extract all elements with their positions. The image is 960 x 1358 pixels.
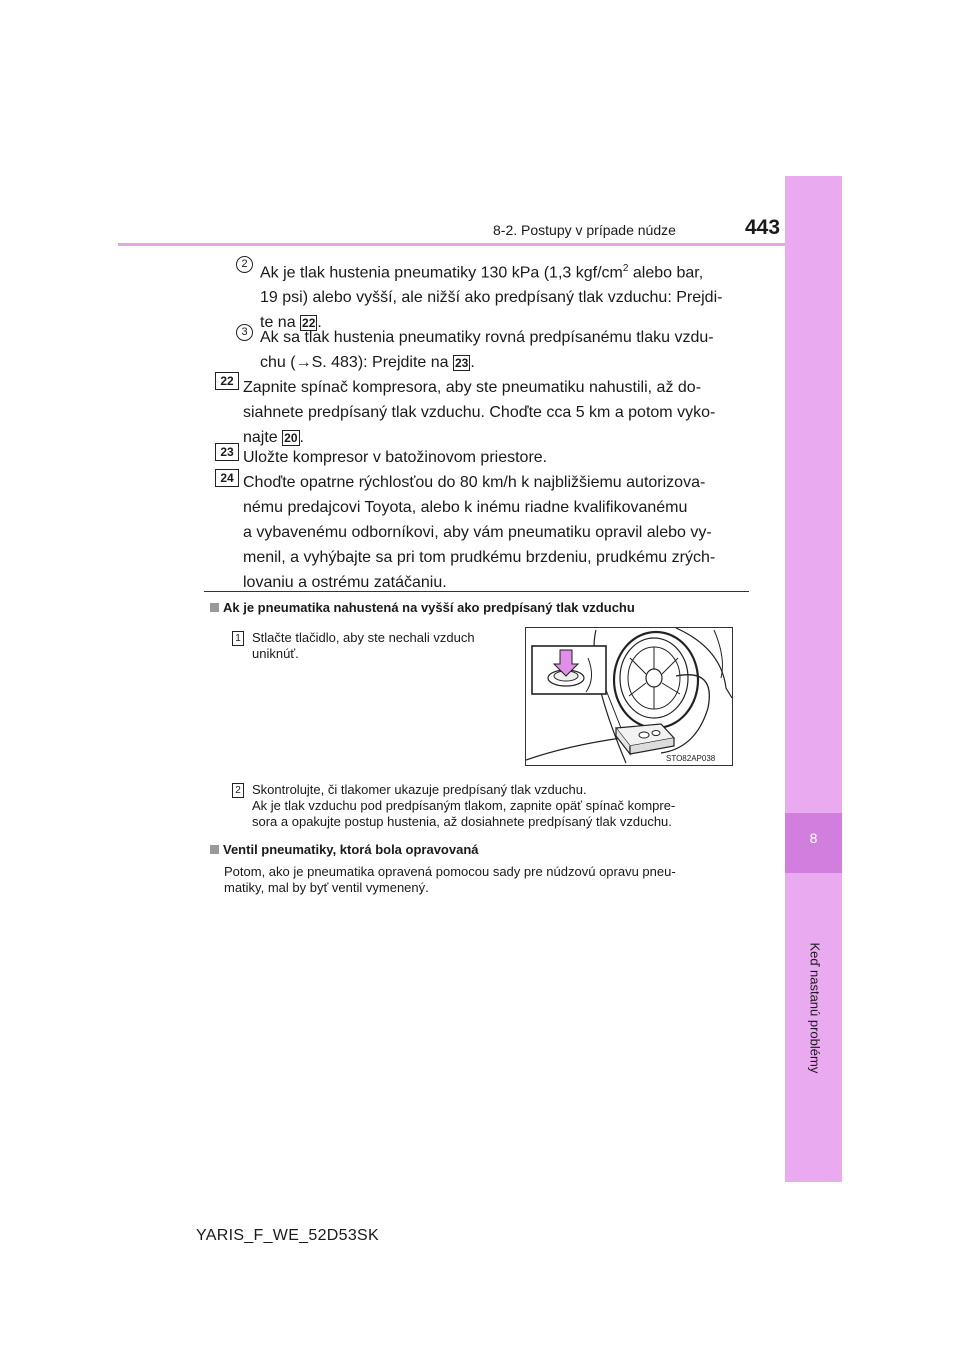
section-heading-over-inflated: Ak je pneumatika nahustená na vyšší ako predpísaný tlak vzduchu [210, 600, 635, 615]
step-reference: 22 [302, 316, 316, 331]
section-divider [204, 591, 749, 592]
step-marker-2: 2 [236, 254, 253, 273]
substep-marker-2: 2 [232, 783, 244, 798]
document-code: YARIS_F_WE_52D53SK [196, 1227, 379, 1244]
valve-text: Potom, ako je pneumatika opravená pomocou sady pre núdzovú opravu pneu- matiky, mal by byť ventil vymenený. [224, 864, 676, 895]
step-marker-24: 24 [215, 469, 239, 487]
substep-2-text: Skontrolujte, či tlakomer ukazuje predpísaný tlak vzduchu. Ak je tlak vzduchu pod predpísaným tlakom, zapnite opäť spínač kompre- sora a opakujte postup hustenia, až dosiahnete predpísaný tlak vzduchu. [252, 782, 676, 829]
chapter-number: 8 [809, 830, 818, 846]
step-23-text: Uložte kompresor v batožinovom priestore. [243, 449, 548, 466]
chapter-title: Keď nastanú problémy [807, 942, 823, 1074]
step-22-text: Zapnite spínač kompresora, aby ste pneumatiku nahustili, až do- siahnete predpísaný tlak vzduchu. Choďte cca 5 km a potom vyko- najte 20 . [243, 379, 716, 446]
step-reference: 20 [284, 431, 298, 445]
step-marker-22: 22 [215, 372, 239, 390]
step-marker-23: 23 [215, 443, 239, 461]
compressor-illustration [525, 627, 733, 766]
substep-marker-1: 1 [232, 631, 244, 646]
substep-1-text: Stlačte tlačidlo, aby ste nechali vzduch uniknúť. [252, 630, 475, 661]
section-title: 8-2. Postupy v prípade núdze [493, 222, 676, 238]
square-bullet-icon [210, 845, 219, 854]
figure-code: STO82AP038 [666, 754, 716, 763]
step-marker-3: 3 [236, 322, 253, 341]
section-heading-valve: Ventil pneumatiky, ktorá bola opravovaná [210, 842, 479, 857]
square-bullet-icon [210, 603, 219, 612]
page-number: 443 [745, 216, 781, 239]
header-rule [118, 243, 785, 246]
step-2-text: Ak je tlak hustenia pneumatiky 130 kPa (1,3 kgf/$cm^2$ alebo bar, 19 psi) alebo vyšší, ale nižší ako predpísaný tlak vzduchu: Prejdi- te na 22 . [260, 263, 723, 332]
step-24-text: Choďte opatrne rýchlosťou do 80 km/h k najbližšiemu autorizova- nému predajcovi Toyota, alebo k inému riadne kvalifikovanému a vybavenému odborníkovi, aby vám pneumatiku opravil alebo vy- menil, a vyhýbajte sa pri tom prudkému brzdeniu, prudkému zrých- lovaniu a ostrému zatáčaniu. [243, 474, 716, 591]
step-3-text: Ak sa tlak hustenia pneumatiky rovná predpísanému tlaku vzdu- chu (→S. 483): Prejdite na 23 . [260, 329, 714, 371]
step-reference: 23 [454, 356, 469, 370]
